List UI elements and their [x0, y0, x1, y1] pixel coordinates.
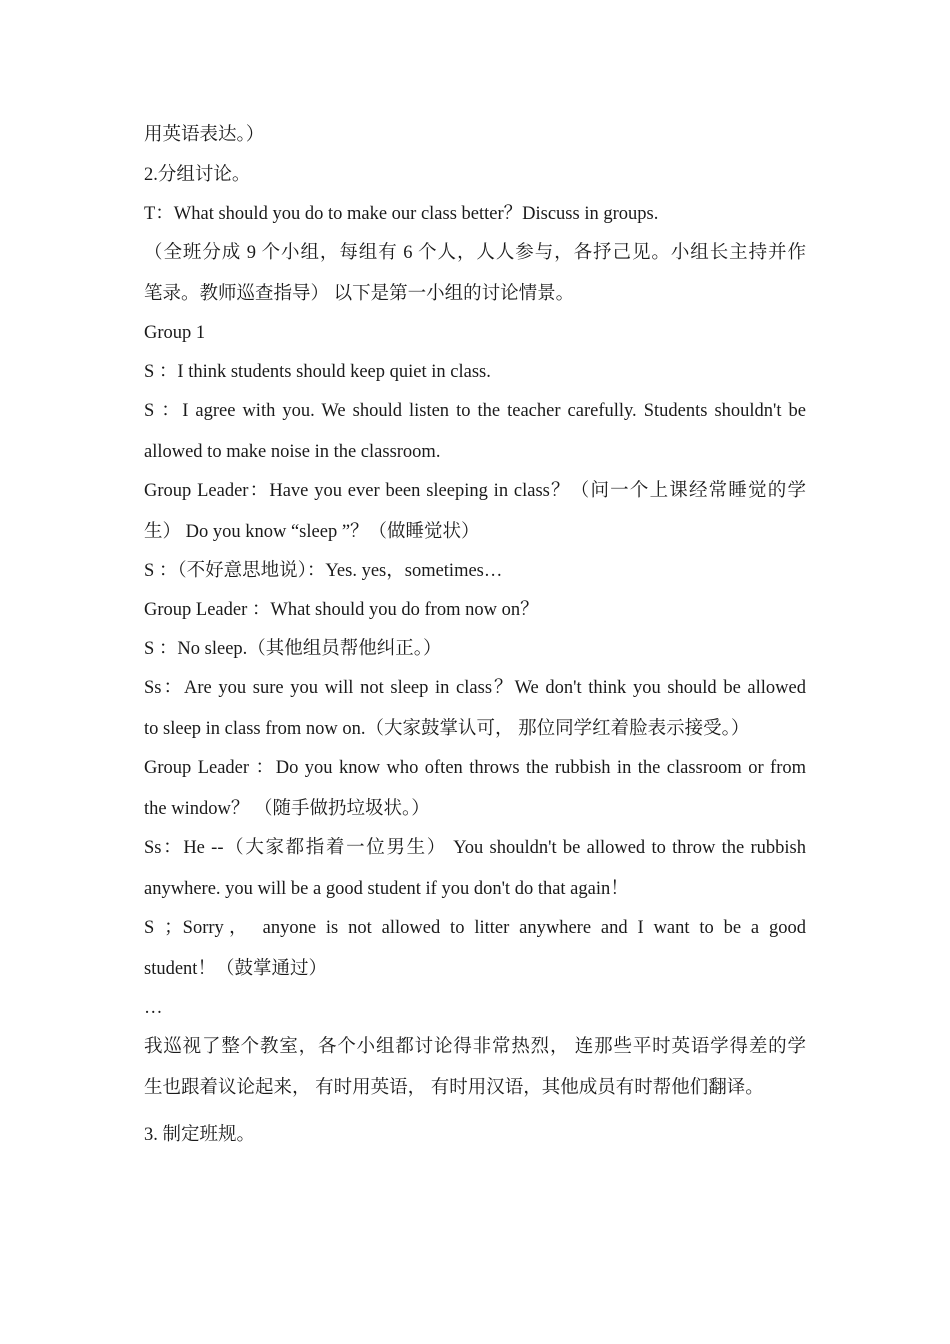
text-line: 用英语表达。）: [144, 125, 265, 145]
text-line: （全班分成 9 个小组，每组有 6 个人，人人参与，各抒己见。小组长主持并作: [144, 243, 806, 263]
dialogue-line: 生） Do you know “sleep ”？（做睡觉状）: [144, 522, 480, 542]
dialogue-line: anywhere. you will be a good student if you don't do that again！: [144, 879, 629, 899]
dialogue-line: S ：I think students should keep quiet in class.: [144, 362, 491, 382]
text-line: T：What should you do to make our class better？Discuss in groups.: [144, 204, 659, 224]
dialogue-line: student！（鼓掌通过）: [144, 959, 327, 979]
dialogue-line: the window？ （随手做扔垃圾状。）: [144, 799, 430, 819]
dialogue-line: S ：I agree with you. We should listen to the teacher carefully. Students shouldn't be: [144, 401, 806, 421]
dialogue-line: Group Leader ：Do you know who often throws the rubbish in the classroom or from: [144, 758, 806, 778]
dialogue-line: S ；Sorry， anyone is not allowed to litter anywhere and I want to be a good: [144, 918, 806, 938]
dialogue-line: S ：No sleep.（其他组员帮他纠正。）: [144, 639, 442, 659]
dialogue-line: Ss：He --（大家都指着一位男生） You shouldn't be allowed to throw the rubbish: [144, 838, 806, 858]
ellipsis-line: …: [144, 998, 163, 1018]
text-line: 笔录。教师巡查指导） 以下是第一小组的讨论情景。: [144, 284, 575, 304]
section-heading-class-rules: 3. 制定班规。: [144, 1125, 256, 1145]
dialogue-line: to sleep in class from now on.（大家鼓掌认可， 那位同学红着脸表示接受。）: [144, 719, 750, 739]
dialogue-line: Group Leader：Have you ever been sleeping in class？（问一个上课经常睡觉的学: [144, 481, 806, 501]
section-heading-group-discussion: 2.分组讨论。: [144, 165, 251, 185]
dialogue-line: S ：（不好意思地说）：Yes. yes，sometimes…: [144, 561, 503, 581]
group-label: Group 1: [144, 323, 206, 343]
dialogue-line: Group Leader ：What should you do from now on？: [144, 600, 539, 620]
dialogue-line: allowed to make noise in the classroom.: [144, 442, 441, 462]
text-line: 生也跟着议论起来， 有时用英语， 有时用汉语，其他成员有时帮他们翻译。: [144, 1078, 764, 1098]
text-line: 我巡视了整个教室，各个小组都讨论得非常热烈， 连那些平时英语学得差的学: [144, 1037, 806, 1057]
dialogue-line: Ss：Are you sure you will not sleep in class？We don't think you should be allowed: [144, 678, 806, 698]
